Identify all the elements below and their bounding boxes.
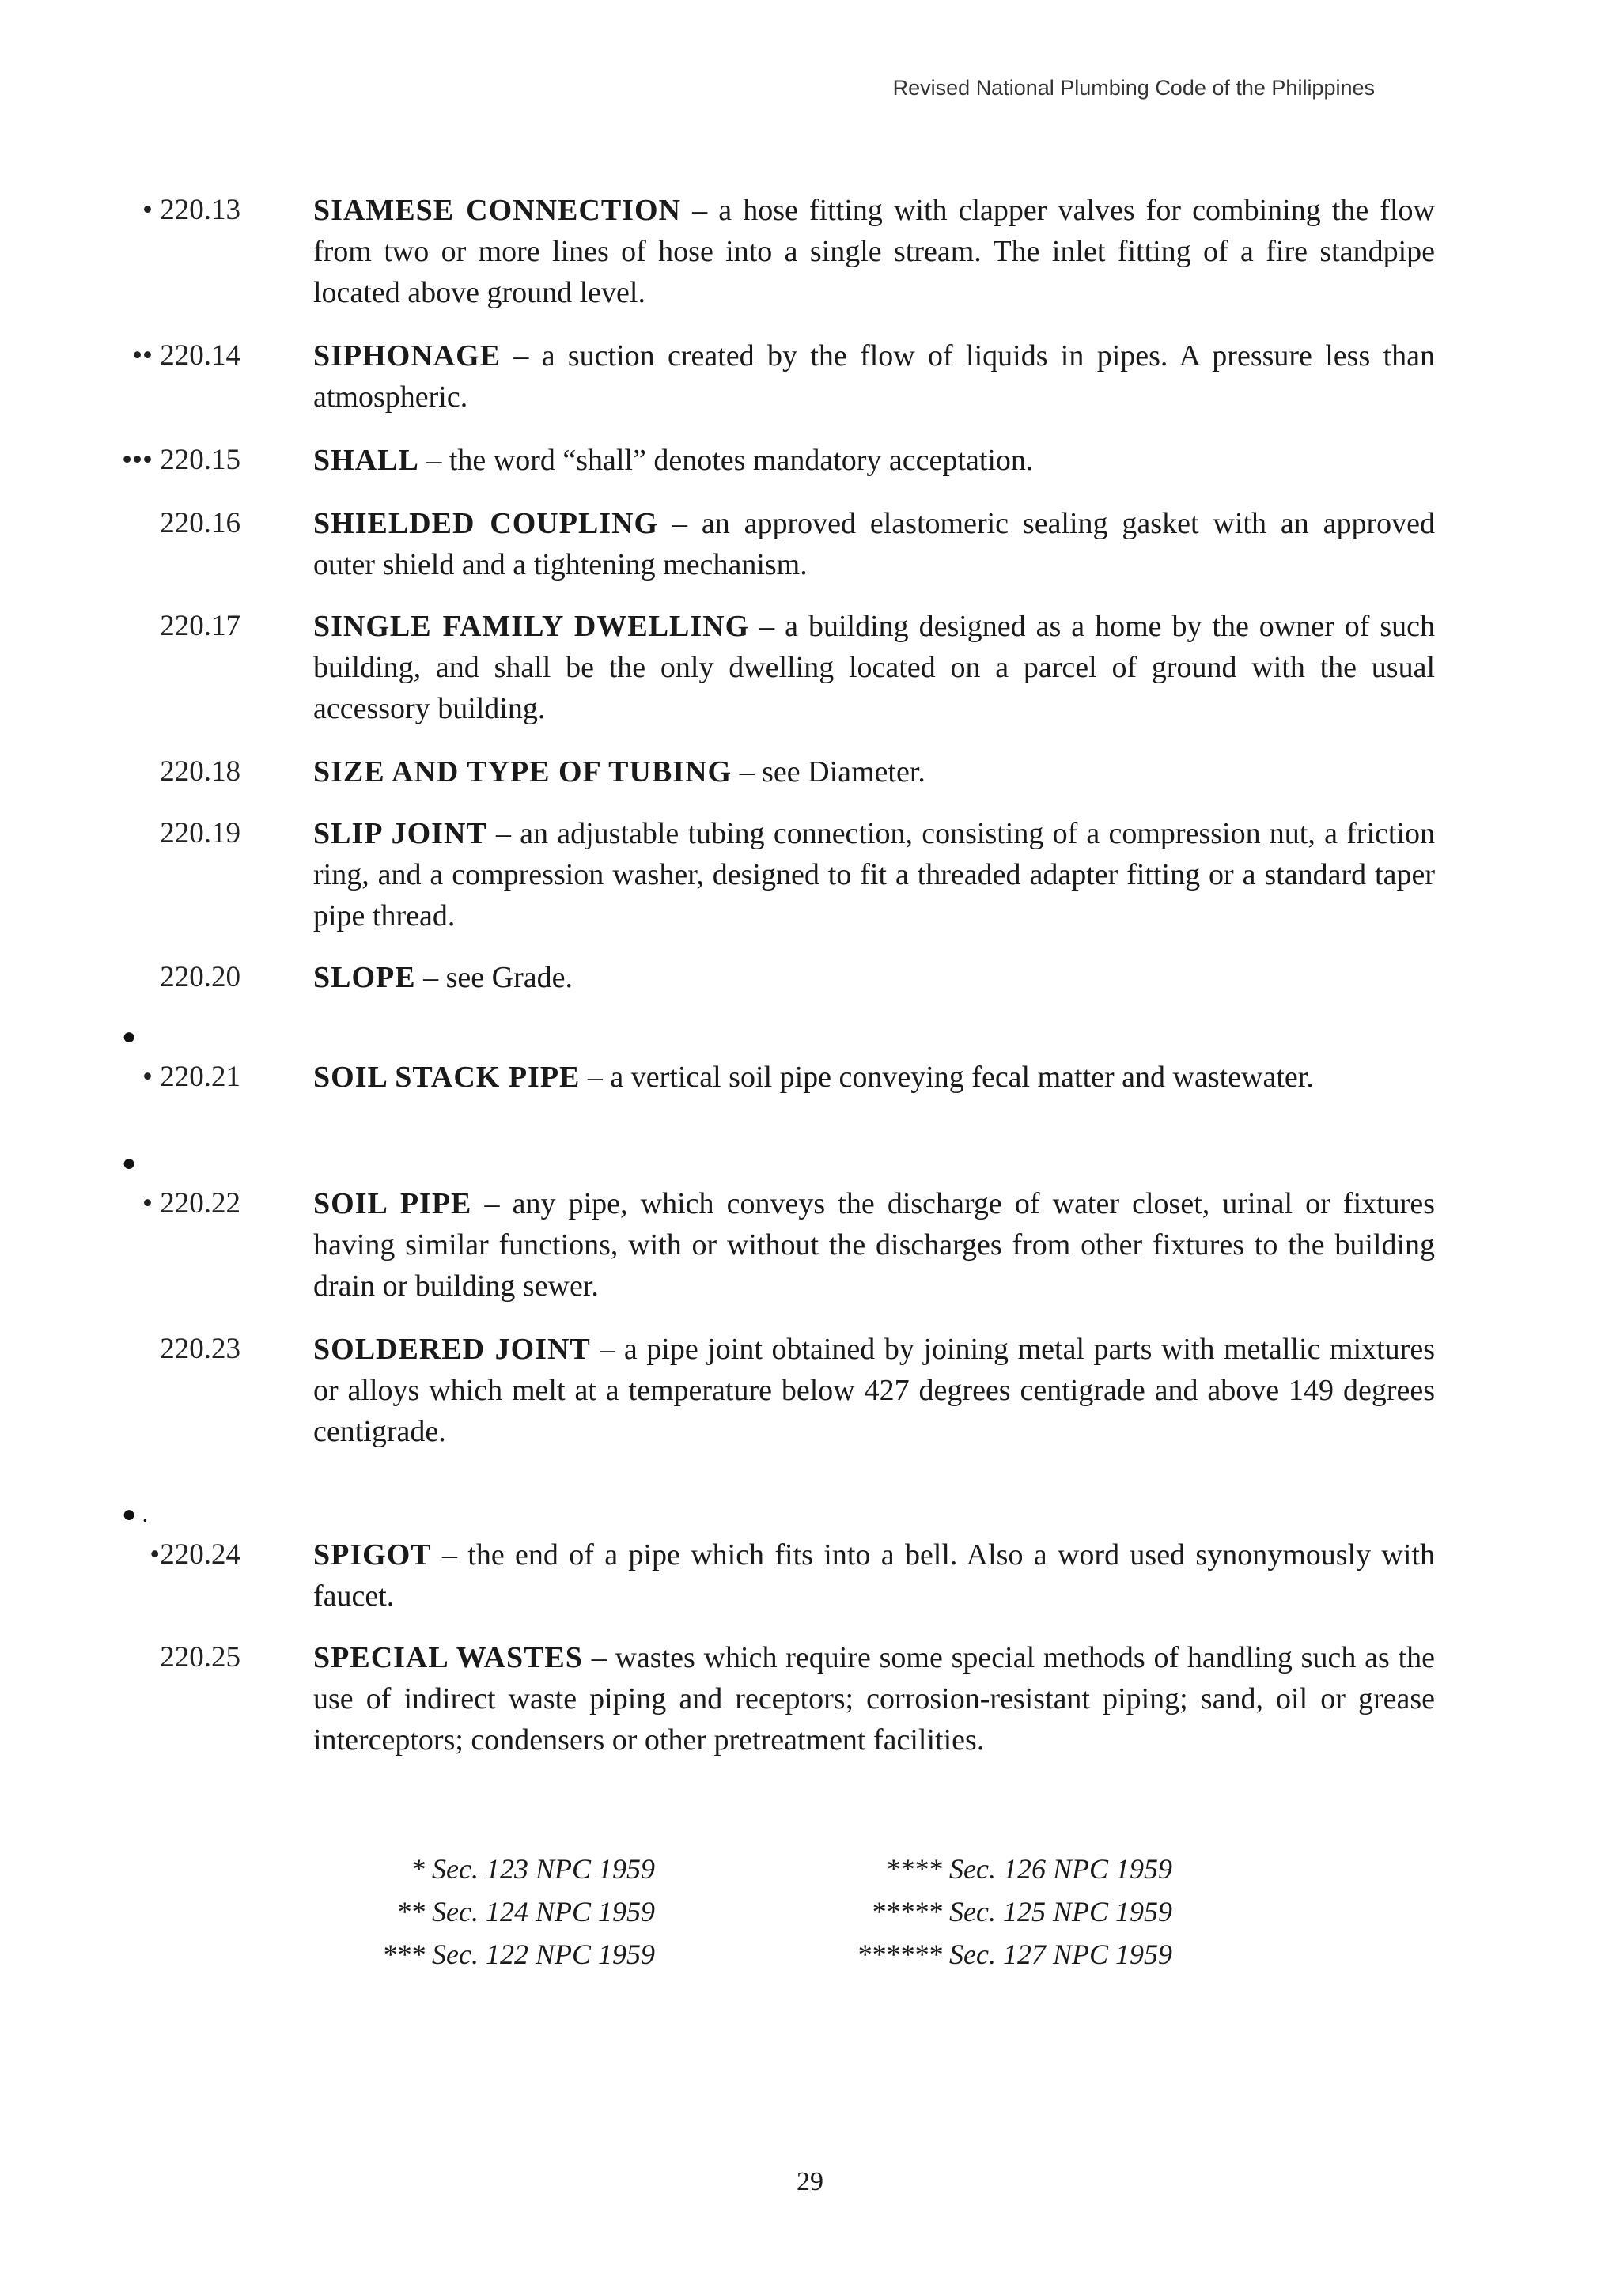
entry-number: •• 220.14 [132, 339, 240, 372]
entry-term: SHIELDED COUPLING [313, 507, 659, 540]
entry-text [313, 957, 1435, 998]
entry-separator: – [732, 755, 763, 789]
entry-number: 220.23 [160, 1333, 240, 1365]
entry-term: SIPHONAGE [313, 339, 502, 373]
entry-number: • 220.21 [142, 1061, 240, 1093]
entry-text [313, 190, 1435, 313]
entry-term: SHALL [313, 444, 419, 477]
entry-term: SIZE AND TYPE OF TUBING [313, 755, 732, 789]
margin-mark: ● . [122, 1501, 149, 1527]
entry-number: • 220.13 [142, 194, 240, 226]
entry-separator: – [749, 610, 785, 643]
entry-definition: an approved elastomeric sealing gasket with an approved outer shield and a tightening mechanism. [313, 507, 1435, 581]
entry-term: SOLDERED JOINT [313, 1333, 591, 1366]
footnote: *** Sec. 122 NPC 1959 [382, 1939, 655, 1970]
entry-definition: a suction created by the flow of liquids in pipes. A pressure less than atmospheric. [313, 339, 1435, 414]
footnote: **** Sec. 126 NPC 1959 [885, 1853, 1172, 1885]
margin-mark: ● [122, 1023, 137, 1050]
entry-definition: a hose fitting with clapper valves for combining the flow from two or more lines of hose into a single stream. The inlet fitting of a fire standpipe located above ground level. [313, 194, 1436, 309]
entry-definition: any pipe, which conveys the discharge of water closet, urinal or fixtures having similar functions, with or without the discharges from other fixtures to the building drain or building sewer. [313, 1187, 1435, 1303]
entry-text [313, 1329, 1435, 1452]
entry-number: 220.17 [160, 610, 240, 642]
entry-definition: see Grade. [445, 961, 573, 994]
margin-mark: ● [122, 1150, 137, 1176]
entry-definition: a building designed as a home by the owner of such building, and shall be the only dwelling located on a parcel of ground with the usual accessory building. [313, 610, 1436, 725]
entry-text [313, 1534, 1435, 1617]
footnote: * Sec. 123 NPC 1959 [411, 1853, 655, 1885]
entry-text [313, 335, 1435, 418]
footnotes-left [382, 1848, 655, 1976]
footnote: ****** Sec. 127 NPC 1959 [857, 1939, 1172, 1970]
entry-text [313, 503, 1435, 585]
entry-term: SOIL PIPE [313, 1187, 472, 1220]
entry-number: 220.19 [160, 817, 240, 849]
entry-definition: the end of a pipe which fits into a bell. Also a word used synonymously with faucet. [313, 1538, 1435, 1613]
entry-term: SLIP JOINT [313, 817, 487, 850]
entry-number: ••• 220.15 [122, 444, 240, 476]
footnote: ***** Sec. 125 NPC 1959 [871, 1896, 1172, 1927]
entry-separator: – [418, 444, 449, 477]
entry-term: SOIL STACK PIPE [313, 1061, 581, 1094]
entry-number: 220.20 [160, 961, 240, 993]
entry-term: SPECIAL WASTES [313, 1641, 583, 1674]
entry-separator: – [580, 1061, 611, 1094]
entry-definition: see Diameter. [762, 755, 925, 789]
entry-separator: – [471, 1187, 513, 1220]
entry-separator: – [501, 339, 542, 373]
entry-number: •220.24 [150, 1538, 240, 1571]
entry-definition: the word “shall” denotes mandatory acceptation. [449, 444, 1034, 477]
entry-separator: – [582, 1641, 615, 1674]
entry-text [313, 751, 1435, 792]
entry-term: SLOPE [313, 961, 416, 994]
footnotes-right [857, 1848, 1172, 1976]
entry-text [313, 606, 1435, 729]
entry-text [313, 440, 1435, 481]
entry-text [313, 1183, 1435, 1307]
entry-separator: – [486, 817, 520, 850]
footnote: ** Sec. 124 NPC 1959 [396, 1896, 655, 1927]
entry-text [313, 813, 1435, 936]
entry-definition: an adjustable tubing connection, consisting of a compression nut, a friction ring, and a compression washer, designed to fit a threaded adapter fitting or a standard taper pipe thread. [313, 817, 1435, 932]
entry-term: SINGLE FAMILY DWELLING [313, 610, 750, 643]
entry-separator: – [590, 1333, 624, 1366]
entry-text [313, 1057, 1435, 1098]
entry-separator: – [431, 1538, 468, 1572]
entry-number: 220.16 [160, 507, 240, 539]
entry-separator: – [658, 507, 702, 540]
entry-number: • 220.22 [142, 1187, 240, 1220]
entry-term: SPIGOT [313, 1538, 432, 1572]
entry-text [313, 1637, 1435, 1761]
entry-separator: – [680, 194, 719, 227]
entry-number: 220.25 [160, 1641, 240, 1674]
page-number: 29 [797, 2167, 823, 2196]
entry-definition: a pipe joint obtained by joining metal parts with metallic mixtures or alloys which melt at a temperature below 427 degrees centigrade and above 149 degrees centigrade. [313, 1333, 1435, 1448]
entry-number: 220.18 [160, 755, 240, 788]
entry-term: SIAMESE CONNECTION [313, 194, 681, 227]
entry-separator: – [415, 961, 446, 994]
entry-definition: wastes which require some special methods of handling such as the use of indirect waste piping and receptors; corrosion-resistant piping; sand, oil or grease interceptors; condensers or other pretreatment facilities. [313, 1641, 1435, 1757]
running-header: Revised National Plumbing Code of the Philippines [892, 76, 1375, 100]
entry-definition: a vertical soil pipe conveying fecal matter and wastewater. [610, 1061, 1314, 1094]
